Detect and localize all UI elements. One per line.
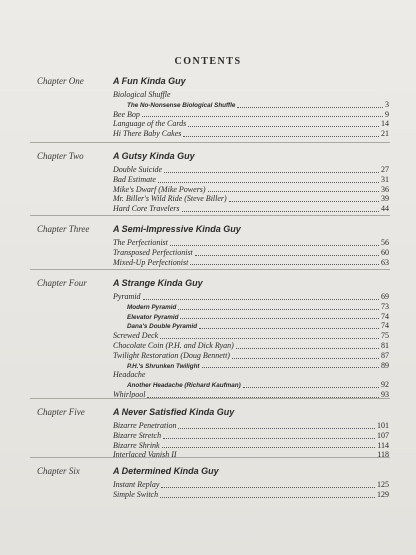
toc-entry <box>113 421 389 431</box>
toc-entry <box>113 110 389 120</box>
section-divider <box>30 142 390 143</box>
chapter-section <box>0 278 416 399</box>
sub-entry <box>113 302 389 312</box>
dot-leader <box>208 191 379 192</box>
page-number: 14 <box>381 119 389 129</box>
entry-title: Mr. Biller's Wild Ride (Steve Biller) <box>113 194 227 204</box>
toc-entry <box>113 119 389 129</box>
chapter-section <box>0 224 416 267</box>
entry-title: The No-Nonsense Biological Shuffle <box>127 101 236 109</box>
dot-leader <box>229 201 379 202</box>
dot-leader <box>160 338 379 339</box>
chapter-title: A Strange Kinda Guy <box>113 278 203 288</box>
page-number: 93 <box>381 389 389 399</box>
dot-leader <box>195 255 379 256</box>
dot-leader <box>232 358 379 359</box>
page-number: 63 <box>381 257 389 267</box>
toc-entry <box>113 292 389 302</box>
page-number: 44 <box>381 204 389 214</box>
toc-entry <box>113 90 389 100</box>
page-number: 114 <box>377 440 389 450</box>
dot-leader <box>161 487 375 488</box>
entry-title: Pyramid <box>113 292 141 301</box>
sub-entry <box>113 321 389 331</box>
entry-title: Bizarre Stretch <box>113 430 162 440</box>
entry-title: The Perfectionist <box>113 238 168 247</box>
dot-leader <box>178 428 375 429</box>
chapter-label: Chapter Two <box>37 151 84 161</box>
entry-title: Elevator Pyramid <box>127 313 179 321</box>
dot-leader <box>199 328 379 329</box>
dot-leader <box>163 438 375 439</box>
section-divider <box>30 269 390 270</box>
entry-title: Hard Core Travelers <box>113 204 180 214</box>
dot-leader <box>143 299 379 300</box>
page-number: 69 <box>381 292 389 301</box>
entry-title: Biological Shuffle <box>113 90 171 99</box>
chapter-entry-list <box>113 421 389 460</box>
page-number: 89 <box>381 360 389 370</box>
entry-title: P.H.'s Shrunken Twilight <box>127 362 200 370</box>
page-number: 56 <box>381 238 389 247</box>
page-number: 125 <box>377 480 389 489</box>
toc-entry <box>113 175 389 185</box>
chapter-title: A Never Satisfied Kinda Guy <box>113 407 235 417</box>
chapter-label: Chapter Five <box>37 407 85 417</box>
dot-leader <box>188 126 379 127</box>
entry-title: Chocolate Coin (P.H. and Dick Ryan) <box>113 340 234 350</box>
page-number: 27 <box>381 165 389 174</box>
chapter-section <box>0 76 416 139</box>
entry-title: Twilight Restoration (Doug Bennett) <box>113 350 230 360</box>
dot-leader <box>237 107 383 108</box>
entry-title: Transposed Perfectionist <box>113 247 193 257</box>
page-number: 36 <box>381 184 389 194</box>
toc-entry <box>113 194 389 204</box>
dot-leader <box>178 309 379 310</box>
toc-entry <box>113 480 389 490</box>
chapter-title: A Determined Kinda Guy <box>113 466 219 476</box>
page-number: 73 <box>381 301 389 311</box>
entry-title: Bad Estimate <box>113 174 156 184</box>
page-number: 101 <box>377 421 389 430</box>
dot-leader <box>170 245 379 246</box>
page-number: 81 <box>381 340 389 350</box>
entry-title: Modern Pyramid <box>127 303 177 311</box>
entry-title: Double Suicide <box>113 165 163 174</box>
entry-title: Simple Switch <box>113 489 159 499</box>
toc-entry <box>113 238 389 248</box>
chapter-label: Chapter Three <box>37 224 90 234</box>
contents-heading: CONTENTS <box>174 56 242 67</box>
dot-leader <box>162 447 376 448</box>
section-divider <box>30 457 390 458</box>
dot-leader <box>243 387 379 388</box>
entry-title: Bizarre Penetration <box>113 421 177 430</box>
chapter-label: Chapter Six <box>37 466 80 476</box>
chapter-entry-list <box>113 292 389 400</box>
toc-entry <box>113 129 389 139</box>
chapter-section <box>0 466 416 499</box>
dot-leader <box>180 318 379 319</box>
entry-title: Bizarre Shrink <box>113 440 160 450</box>
chapter-entry-list <box>113 480 389 500</box>
dot-leader <box>164 172 379 173</box>
entry-title: Headache <box>113 370 146 380</box>
dot-leader <box>142 116 383 117</box>
toc-entry <box>113 165 389 175</box>
dot-leader <box>183 136 379 137</box>
dot-leader <box>236 348 379 349</box>
toc-entry <box>113 331 389 341</box>
sub-entry <box>113 312 389 322</box>
toc-entry <box>113 204 389 214</box>
entry-title: Dana's Double Pyramid <box>127 323 198 331</box>
entry-title: Whirlpool <box>113 389 146 399</box>
page-number: 75 <box>381 331 389 341</box>
toc-entry <box>113 490 389 500</box>
entry-title: Mixed-Up Perfectionist <box>113 257 189 267</box>
page-number: 21 <box>381 129 389 139</box>
page-number: 60 <box>381 247 389 257</box>
toc-entry <box>113 441 389 451</box>
entry-title: Mike's Dwarf (Mike Powers) <box>113 184 206 194</box>
sub-entry <box>113 380 389 390</box>
entry-title: Hi There Baby Cakes <box>113 129 182 139</box>
toc-entry <box>113 351 389 361</box>
chapter-label: Chapter One <box>37 76 84 86</box>
page-number: 74 <box>381 311 389 321</box>
page-number: 3 <box>385 99 389 109</box>
toc-entry <box>113 248 389 258</box>
sub-entry <box>113 100 389 110</box>
page-number: 87 <box>381 350 389 360</box>
entry-title: Instant Replay <box>113 480 160 489</box>
chapter-title: A Fun Kinda Guy <box>113 76 186 86</box>
dot-leader <box>182 211 379 212</box>
section-divider <box>30 215 390 216</box>
entry-title: Interlaced Vanish II <box>113 450 177 460</box>
page-number: 39 <box>381 194 389 204</box>
toc-entry <box>113 341 389 351</box>
toc-entry <box>113 450 389 460</box>
sub-entry <box>113 361 389 371</box>
chapter-entry-list <box>113 165 389 214</box>
page-number: 74 <box>381 321 389 331</box>
dot-leader <box>158 182 379 183</box>
chapter-entry-list <box>113 90 389 139</box>
dot-leader <box>160 497 375 498</box>
section-divider <box>30 398 390 399</box>
page-number: 118 <box>377 450 389 460</box>
page-number: 107 <box>377 430 389 440</box>
chapter-label: Chapter Four <box>37 278 87 288</box>
toc-entry <box>113 370 389 380</box>
page-number: 129 <box>377 489 389 499</box>
entry-title: Another Headache (Richard Kaufman) <box>127 382 241 390</box>
chapter-section <box>0 151 416 214</box>
page-number: 9 <box>385 109 389 119</box>
dot-leader <box>190 264 379 265</box>
toc-entry <box>113 185 389 195</box>
page-number: 31 <box>381 174 389 184</box>
chapter-section <box>0 407 416 460</box>
chapter-title: A Semi-Impressive Kinda Guy <box>113 224 241 234</box>
toc-entry <box>113 258 389 268</box>
toc-entry <box>113 431 389 441</box>
entry-title: Language of the Cards <box>113 119 187 129</box>
entry-title: Screwed Deck <box>113 331 159 341</box>
entry-title: Bee Bop <box>113 109 140 119</box>
page-number: 92 <box>381 380 389 390</box>
chapter-entry-list <box>113 238 389 267</box>
chapter-title: A Gutsy Kinda Guy <box>113 151 195 161</box>
dot-leader <box>202 367 379 368</box>
